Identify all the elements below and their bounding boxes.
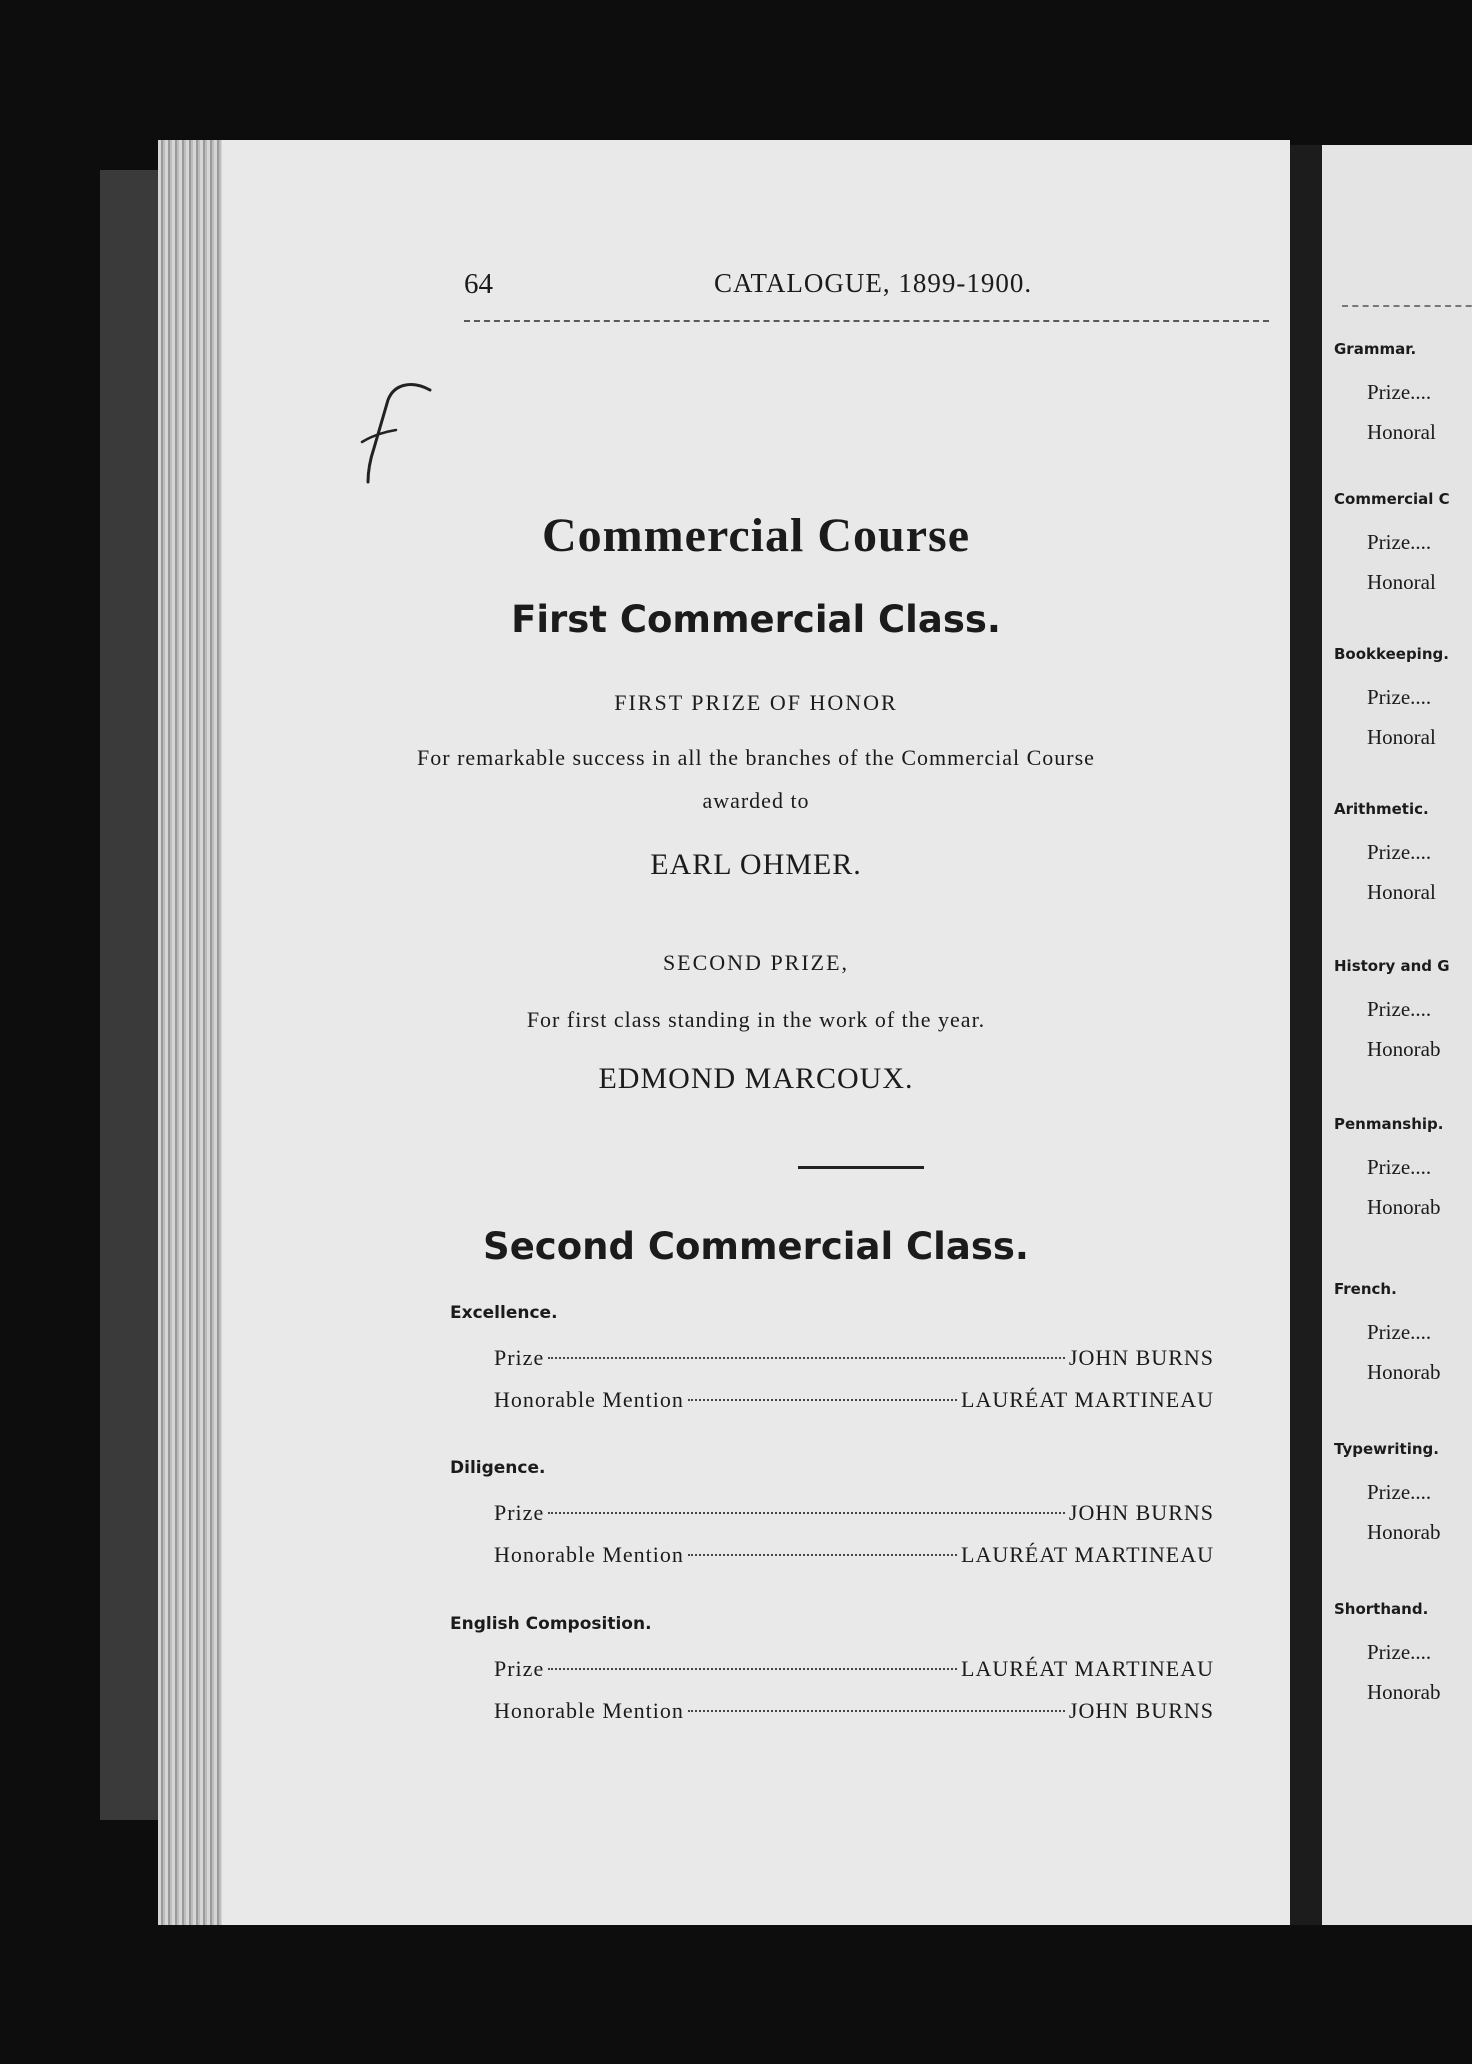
award-winner: LAURÉAT MARTINEAU — [961, 1387, 1214, 1412]
dot-leader — [548, 1512, 1065, 1514]
subject-heading: Shorthand. — [1334, 1600, 1429, 1618]
award-label: Honorab — [1367, 1037, 1441, 1061]
award-label: Prize.... — [1367, 1155, 1432, 1179]
running-head: CATALOGUE, 1899-1900. — [714, 268, 1033, 298]
award-entry — [494, 1656, 1214, 1686]
subject-heading: History and G — [1334, 957, 1450, 975]
first-prize-heading: FIRST PRIZE OF HONOR — [614, 690, 898, 715]
award-entry — [494, 1387, 1214, 1417]
award-winner: JOHN BURNS — [1068, 1500, 1214, 1525]
page-number: 64 — [464, 268, 493, 300]
award-label: Honorable Mention — [494, 1698, 684, 1723]
award-entry — [494, 1698, 1214, 1728]
header-rule — [464, 320, 1269, 322]
book-gutter — [1290, 145, 1322, 1925]
award-label: Honorab — [1367, 1360, 1441, 1384]
award-label: Prize — [494, 1500, 545, 1525]
award-label: Honorable Mention — [494, 1387, 684, 1412]
subject-heading: Grammar. — [1334, 340, 1417, 358]
subject-heading: Diligence. — [450, 1458, 546, 1478]
award-label: Prize.... — [1367, 840, 1432, 864]
first-class-title: First Commercial Class. — [511, 598, 1001, 641]
dot-leader — [688, 1399, 957, 1401]
subject-heading: Excellence. — [450, 1303, 558, 1323]
page-edges — [158, 140, 224, 1925]
subject-heading: Typewriting. — [1334, 1440, 1439, 1458]
dot-leader — [688, 1554, 957, 1556]
second-prize-heading: SECOND PRIZE, — [662, 950, 850, 975]
award-winner: JOHN BURNS — [1068, 1698, 1214, 1723]
right-page-fragment — [1322, 145, 1472, 1925]
first-prize-description: For remarkable success in all the branches of the Commercial Course — [417, 745, 1095, 770]
award-label: Honoral — [1367, 880, 1436, 904]
award-entry — [494, 1542, 1214, 1572]
award-label: Honorab — [1367, 1195, 1441, 1219]
course-title: Commercial Course — [542, 509, 970, 562]
subject-heading: Penmanship. — [1334, 1115, 1444, 1133]
subject-heading: English Composition. — [450, 1614, 652, 1634]
award-label: Honoral — [1367, 725, 1436, 749]
award-winner: LAURÉAT MARTINEAU — [961, 1656, 1214, 1681]
award-entry — [494, 1345, 1214, 1375]
award-label: Prize.... — [1367, 380, 1432, 404]
section-divider — [798, 1166, 924, 1169]
award-label: Prize.... — [1367, 1640, 1432, 1664]
award-label: Prize — [494, 1656, 545, 1681]
second-prize-description: For first class standing in the work of the year. — [526, 1007, 986, 1032]
header-rule — [1342, 305, 1472, 307]
award-label: Prize.... — [1367, 1320, 1432, 1344]
award-label: Honoral — [1367, 570, 1436, 594]
subject-heading: Bookkeeping. — [1334, 645, 1449, 663]
first-prize-awarded-to: awarded to — [702, 788, 810, 813]
subject-heading: Arithmetic. — [1334, 800, 1429, 818]
award-label: Prize.... — [1367, 1480, 1432, 1504]
award-winner: JOHN BURNS — [1068, 1345, 1214, 1370]
award-entry — [494, 1500, 1214, 1530]
award-label: Prize — [494, 1345, 545, 1370]
award-label: Honoral — [1367, 420, 1436, 444]
second-class-title: Second Commercial Class. — [483, 1225, 1029, 1268]
award-label: Honorable Mention — [494, 1542, 684, 1567]
left-page — [222, 140, 1290, 1925]
second-prize-winner: EDMOND MARCOUX. — [598, 1062, 914, 1095]
dot-leader — [548, 1357, 1065, 1359]
award-label: Honorab — [1367, 1680, 1441, 1704]
dot-leader — [548, 1668, 957, 1670]
handwritten-mark — [332, 370, 432, 490]
award-winner: LAURÉAT MARTINEAU — [961, 1542, 1214, 1567]
award-label: Honorab — [1367, 1520, 1441, 1544]
subject-heading: French. — [1334, 1280, 1397, 1298]
first-prize-winner: EARL OHMER. — [650, 848, 862, 881]
award-label: Prize.... — [1367, 530, 1432, 554]
award-label: Prize.... — [1367, 997, 1432, 1021]
subject-heading: Commercial C — [1334, 490, 1450, 508]
award-label: Prize.... — [1367, 685, 1432, 709]
dot-leader — [688, 1710, 1065, 1712]
